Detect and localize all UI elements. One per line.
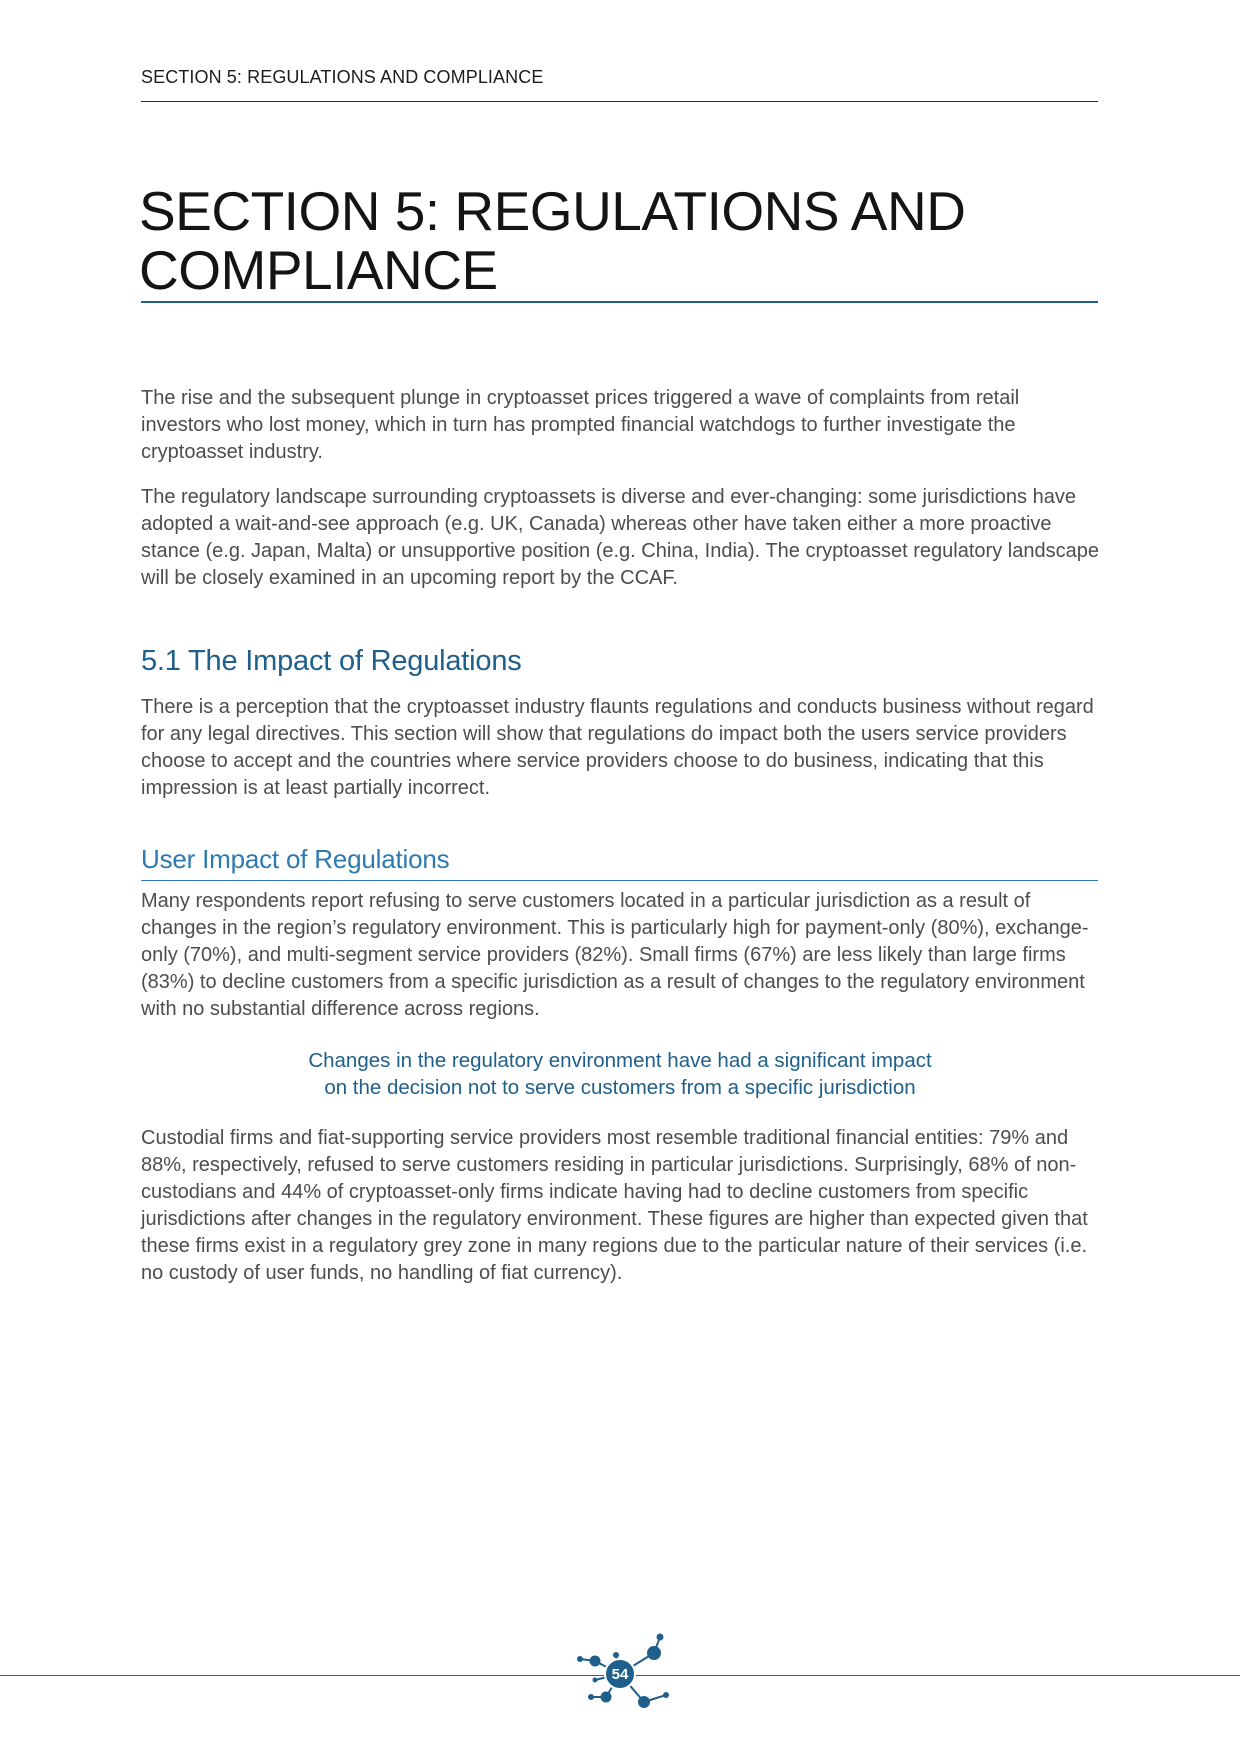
page-number: 54 <box>611 1666 629 1683</box>
page-title-line-2: COMPLIANCE <box>139 239 498 301</box>
intro-paragraph-2: The regulatory landscape surrounding cryptoassets is diverse and ever-changing: some jurisdictions have adopted a wait-and-see approach (e.g. UK, Canada) whereas other have taken either a more proactive stance (e.g. Japan, Malta) or unsupportive position (e.g. China, India). The cryptoasset regulatory landscape will be closely examined in an upcoming report by the CCAF. <box>141 486 1099 589</box>
page-title-line-1: SECTION 5: REGULATIONS AND <box>139 180 966 242</box>
user-impact-divider <box>141 880 1098 881</box>
running-header-divider <box>141 101 1098 102</box>
intro-paragraph-1: The rise and the subsequent plunge in cryptoasset prices triggered a wave of complaints from retail investors who lost money, which in turn has prompted financial watchdogs to further investigate the cryptoasset industry. <box>141 387 1020 463</box>
pull-quote <box>240 1047 1000 1101</box>
subsection-heading-5-1: 5.1 The Impact of Regulations <box>141 645 522 677</box>
user-impact-paragraph-1: Many respondents report refusing to serve customers located in a particular jurisdiction as a result of changes in the region’s regulatory environment. This is particularly high for payment-only (80%), exchange-only (70%), and multi-segment service providers (82%). Small firms (67%) are less likely than large firms (83%) to decline customers from a specific jurisdiction as a result of changes to the regulatory environment with no substantial difference across regions. <box>141 890 1089 1020</box>
subsection-5-1-paragraph: There is a perception that the cryptoasset industry flaunts regulations and conducts business without regard for any legal directives. This section will show that regulations do impact both the users service providers choose to accept and the countries where service providers choose to do business, indicating that this impression is at least partially incorrect. <box>141 696 1094 799</box>
page-title <box>139 182 1099 300</box>
title-divider <box>141 301 1098 303</box>
pull-quote-line-2: on the decision not to serve customers from a specific jurisdiction <box>324 1076 916 1099</box>
running-header: SECTION 5: REGULATIONS AND COMPLIANCE <box>141 67 544 87</box>
user-impact-paragraph-2: Custodial firms and fiat-supporting service providers most resemble traditional financial entities: 79% and 88%, respectively, refused to serve customers residing in particular jurisdictions. Surprisingly, 68% of non-custodians and 44% of cryptoasset-only firms indicate having had to decline customers from specific jurisdictions after changes in the regulatory environment. These figures are higher than expected given that these firms exist in a regulatory grey zone in many regions due to the particular nature of their services (i.e. no custody of user funds, no handling of fiat currency). <box>141 1127 1088 1284</box>
pull-quote-line-1: Changes in the regulatory environment have had a significant impact <box>308 1049 932 1072</box>
user-impact-heading: User Impact of Regulations <box>141 844 450 874</box>
